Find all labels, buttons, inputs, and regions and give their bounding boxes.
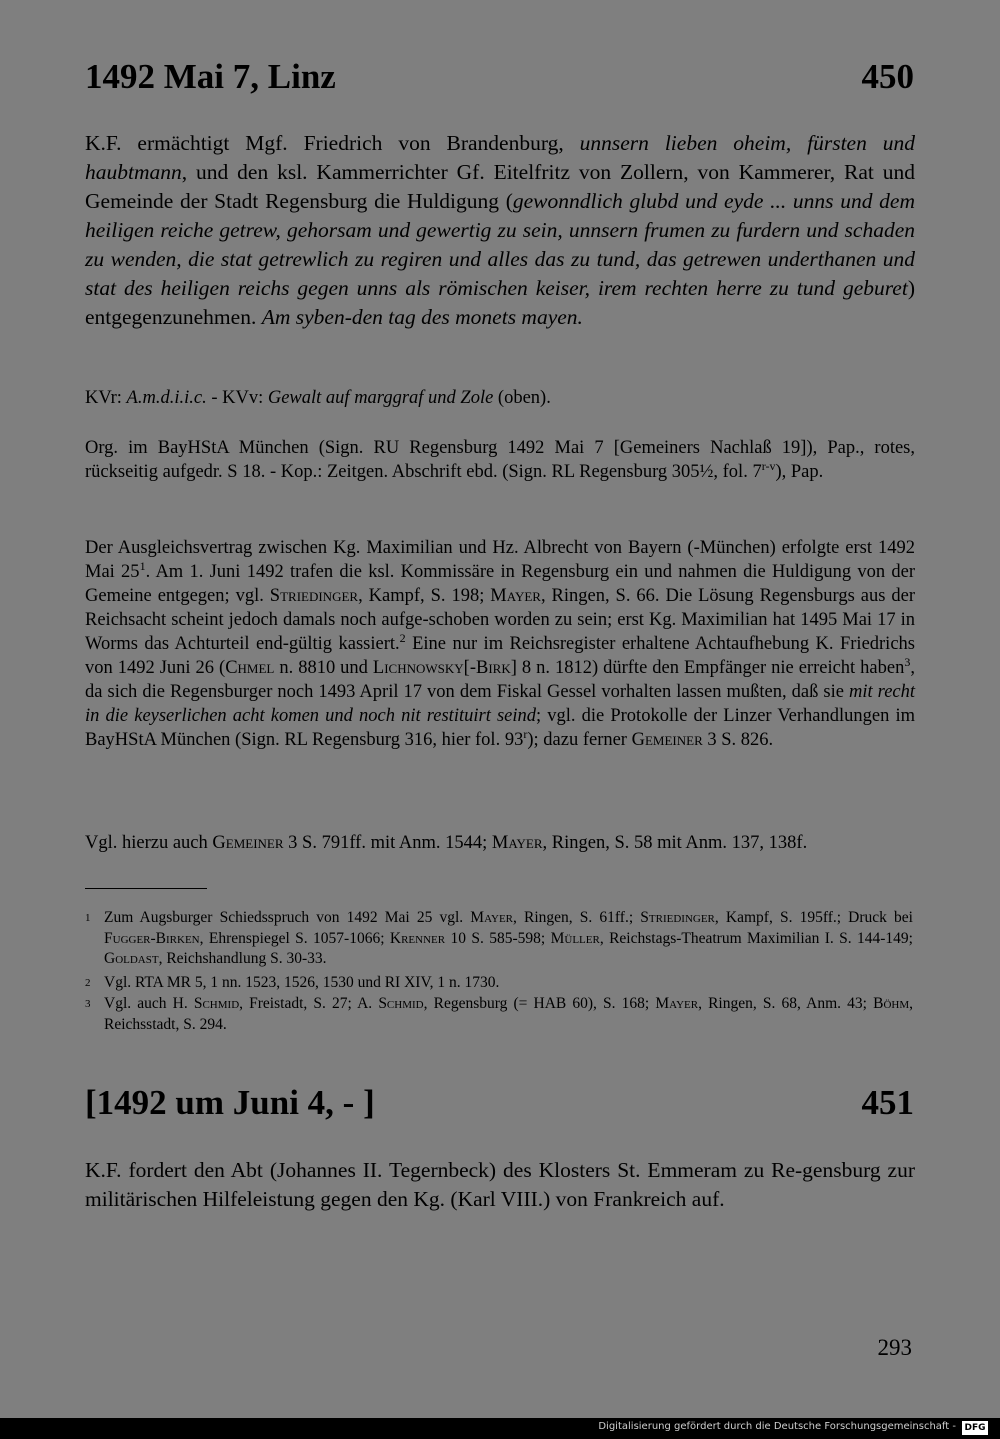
footnote-marker: 2	[85, 977, 91, 989]
footnote-text	[104, 973, 913, 994]
text-run: unnsern lieben oheim, fürsten und haubtmann	[85, 131, 916, 184]
note-superscript: 1	[139, 558, 146, 573]
text-run: Vgl. RTA MR 5, 1 nn. 1523, 1526, 1530 und RI XIV, 1 n. 1730.	[104, 974, 500, 991]
text-run: Vgl. auch H.	[104, 995, 194, 1012]
footnote-marker: 3	[85, 998, 91, 1010]
document-date-place: [1492 um Juni 4, - ]	[85, 1083, 375, 1122]
text-run: ), Pap.	[775, 462, 824, 482]
note-superscript: r-v	[761, 458, 776, 473]
text-run: Krenner	[389, 929, 446, 947]
text-run: , und den ksl. Kammerrichter Gf. Eitelfritz von Zollern, von Kammerer, Rat und Gemeinde der Stadt Regensburg die Huldigung (	[85, 160, 915, 213]
footnote-text	[104, 994, 913, 1035]
document-heading-451	[85, 1083, 914, 1123]
dfg-logo: DFG	[962, 1421, 988, 1435]
text-run: Goldast	[104, 950, 159, 967]
footnote-marker: 1	[85, 912, 91, 924]
text-run: Gemeiner	[212, 833, 284, 853]
text-run: Mayer	[470, 909, 514, 926]
footnote-1	[85, 908, 913, 970]
text-run: Birk	[476, 658, 511, 678]
note-superscript: 2	[399, 630, 406, 645]
text-run: , Reichsstadt, S. 294.	[104, 995, 913, 1033]
text-run: Schmid	[378, 995, 424, 1012]
text-run: Am syben-den tag des monets mayen.	[261, 305, 583, 329]
text-run: , Ringen, S. 68, Anm. 43;	[698, 995, 874, 1012]
text-run: [-	[463, 658, 476, 678]
footnote-3	[85, 994, 913, 1035]
text-run: 10 S. 585-598;	[445, 929, 551, 947]
text-run: , Freistadt, S. 27; A.	[239, 995, 379, 1012]
document-heading-450	[85, 57, 914, 97]
document-date-place: 1492 Mai 7, Linz	[85, 57, 336, 96]
text-run: Mayer	[490, 586, 541, 606]
text-run: gewonndlich glubd und eyde ... unns und dem heiligen reiche getrew, gehorsam und gewertig zu sein, unnsern frumen zu furdern und schaden zu wenden, die stat getrewlich zu regiren und alles das zu tund, das getrewen underthanen und stat des heiligen reichs gegen unns als römischen keiser, irem rechten herre zu tund geburet	[85, 189, 915, 300]
text-run: Eine nur im Reichsregister erhaltene Achtaufhebung K. Friedrichs von 1492 Juni 26 (	[85, 634, 915, 678]
text-run: KVr:	[85, 388, 127, 408]
footnote-text	[104, 908, 913, 970]
text-run: Vgl. hierzu auch	[85, 833, 213, 853]
text-run: Striedinger	[269, 586, 359, 606]
text-run: ; vgl. die Protokolle der Linzer Verhandlungen im BayHStA München (Sign. RL Regensburg 316, hier fol. 93	[85, 706, 915, 750]
regest-text	[85, 129, 915, 332]
text-run: , Ehrenspiegel S. 1057-1066;	[199, 929, 390, 947]
page-number: 293	[877, 1335, 912, 1360]
text-run: , Kampf, S. 198;	[358, 586, 491, 606]
text-run: Gewalt auf marggraf und Zole	[267, 388, 494, 408]
text-run: Lichnowsky	[372, 658, 464, 678]
text-run: ] 8 n. 1812) dürfte den Empfänger nie erreicht haben	[510, 658, 905, 678]
document-number: 450	[861, 57, 914, 96]
regest-text-451: K.F. fordert den Abt (Johannes II. Tegernbeck) des Klosters St. Emmeram zu Re-gensburg zur militärischen Hilfeleistung gegen den Kg. (Karl VIII.) von Frankreich auf.	[85, 1158, 915, 1211]
footnote-2	[85, 973, 913, 994]
text-run: Mayer	[491, 833, 543, 853]
text-run: Der Ausgleichsvertrag zwischen Kg. Maximilian und Hz. Albrecht von Bayern (-München) erfolgte erst 1492 Mai 25	[85, 538, 915, 582]
text-run: Schmid	[193, 995, 240, 1012]
text-run: Zum Augsburger Schiedsspruch von 1492 Mai 25 vgl.	[104, 909, 471, 926]
text-run: 3 S. 826.	[702, 730, 774, 750]
text-run: , Regensburg (= HAB 60), S. 168;	[423, 995, 656, 1012]
footnote-separator	[85, 888, 207, 889]
document-number: 451	[861, 1083, 914, 1122]
text-run: Org. im BayHStA München (Sign. RU Regensburg 1492 Mai 7 [Gemeiners Nachlaß 19]), Pap., rotes, rückseitig aufgedr. S 18. - Kop.: Zeitgen. Abschrift ebd. (Sign. RL Regensburg 305½, fol. 7	[85, 438, 915, 482]
text-run: 3 S. 791ff. mit Anm. 1544;	[283, 833, 492, 853]
note-superscript: r	[523, 726, 528, 741]
text-run: , Kampf, S. 195ff.; Druck bei	[714, 909, 913, 926]
source-note	[85, 436, 915, 484]
text-run: Chmel	[225, 658, 275, 678]
text-run: Müller	[550, 929, 600, 947]
commentary-paragraph	[85, 536, 915, 752]
text-run: K.F. ermächtigt Mgf. Friedrich von Brandenburg,	[85, 131, 580, 155]
text-run: , Reichstags-Theatrum Maximilian I. S. 144-149;	[599, 929, 913, 947]
text-run: Gemeiner	[631, 730, 703, 750]
text-run: , Ringen, S. 58 mit Anm. 137, 138f.	[542, 833, 808, 853]
text-run: ); dazu ferner	[527, 730, 632, 750]
text-run: n. 8810 und	[274, 658, 373, 678]
text-run: - KVv:	[206, 388, 268, 408]
text-run: , Ringen, S. 61ff.;	[513, 909, 641, 926]
text-run: ) entgegenzunehmen.	[85, 276, 915, 329]
text-run: Böhm	[873, 995, 910, 1012]
text-run: , Reichshandlung S. 30-33.	[158, 950, 327, 967]
text-run: , Ringen, S. 66. Die Lösung Regensburgs aus der Reichsacht scheint jedoch damals noch aufge-schoben worden zu sein; erst Kg. Maximilian hat 1495 Mai 17 in Worms das Achturteil end-gültig kassiert.	[85, 586, 915, 654]
text-run: (oben).	[493, 388, 551, 408]
text-run: , da sich die Regensburger noch 1493 April 17 von dem Fiskal Gessel vorhalten lassen mußten, daß sie	[85, 658, 915, 702]
text-run: Fugger-Birken	[104, 929, 200, 947]
funding-notice: Digitalisierung gefördert durch die Deutsche Forschungsgemeinschaft -	[598, 1421, 956, 1432]
back-note	[85, 386, 915, 410]
text-run: . Am 1. Juni 1492 trafen die ksl. Kommissäre in Regensburg ein und nahmen die Huldigung von der Gemeine entgegen; vgl.	[85, 562, 915, 606]
literature-note	[85, 831, 915, 855]
note-superscript: 3	[904, 654, 911, 669]
text-run: Mayer	[655, 995, 699, 1012]
text-run: A.m.d.i.i.c.	[126, 388, 207, 408]
text-run: mit recht in die keyserlichen acht komen und noch nit restituirt seind	[85, 682, 916, 726]
text-run: Striedinger	[640, 909, 715, 926]
